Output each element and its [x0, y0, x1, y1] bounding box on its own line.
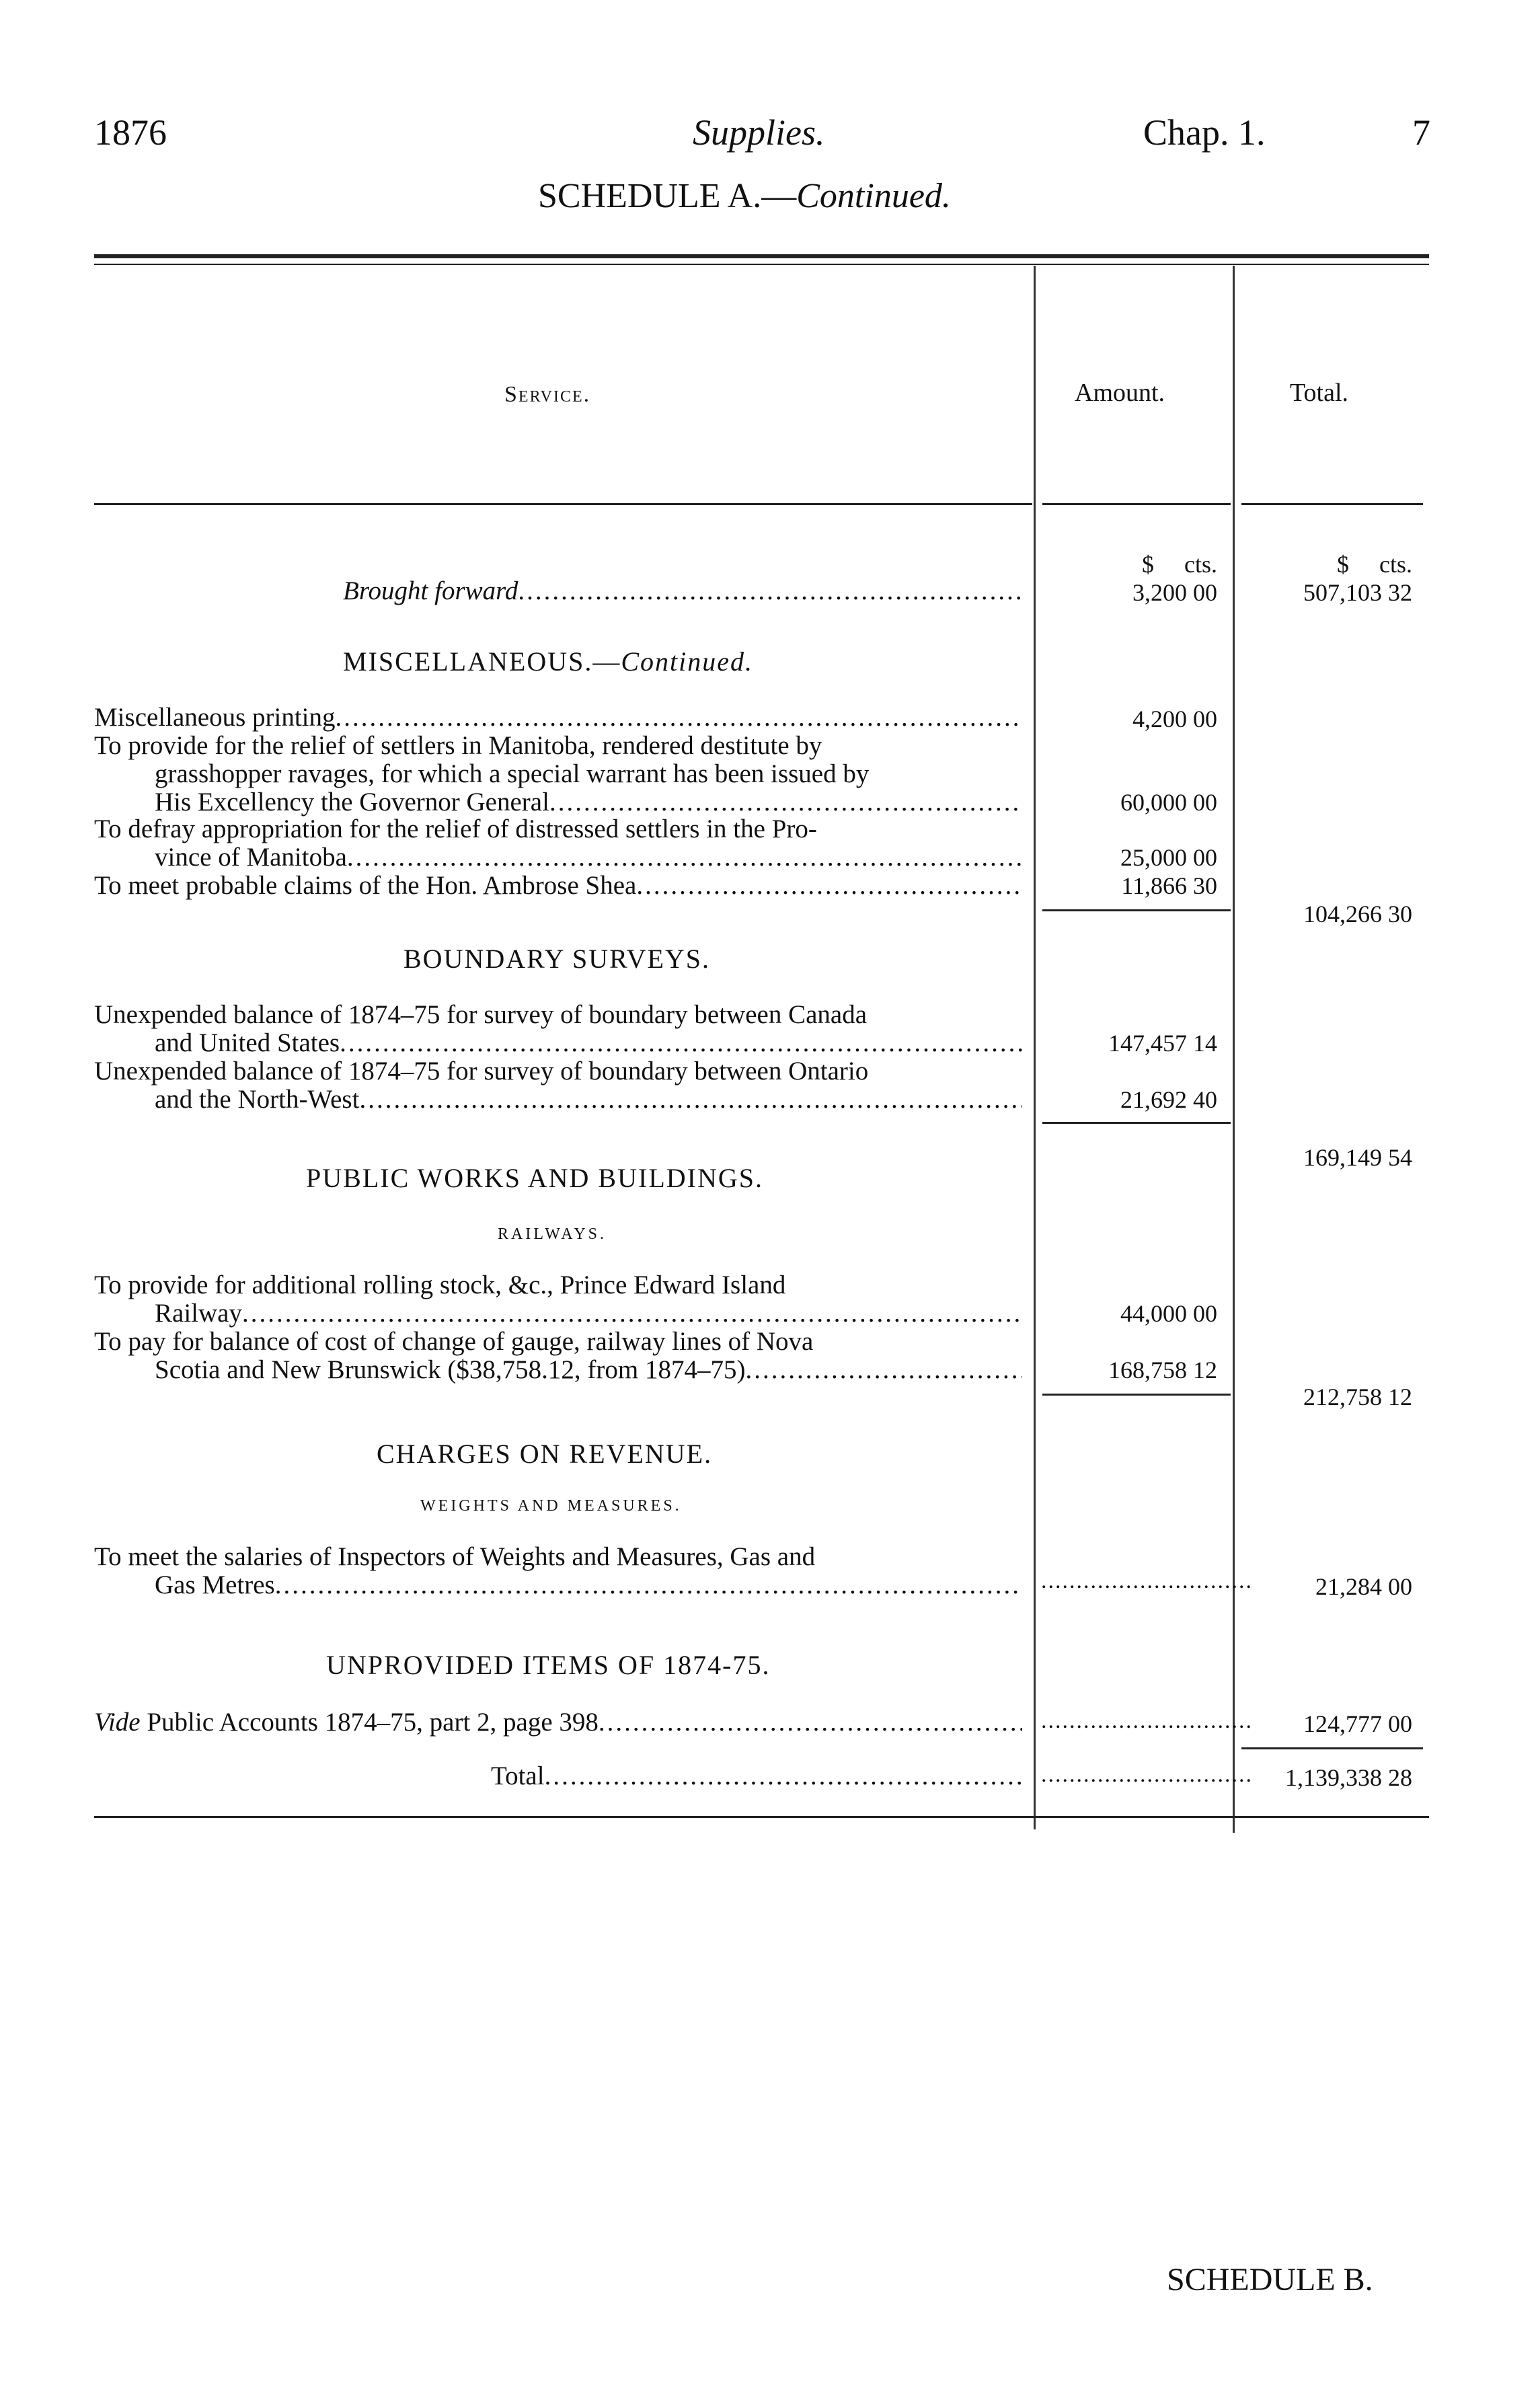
grand-total-label: Total — [491, 1761, 545, 1790]
section-title-public-works: PUBLIC WORKS AND BUILDINGS. — [306, 1163, 763, 1193]
header-chapter: Chap. 1. — [1143, 112, 1266, 153]
footer-next-schedule: SCHEDULE B. — [1167, 2262, 1373, 2298]
top-rule-thick — [94, 254, 1429, 258]
section-subtitle-railways: RAILWAYS. — [498, 1225, 607, 1243]
grand-total-amount-dots: .............................. — [1041, 1762, 1253, 1787]
section-title-charges: CHARGES ON REVENUE. — [377, 1439, 713, 1469]
boundary-total: 169,149 54 — [1303, 1144, 1412, 1171]
boundary-item-2: Unexpended balance of 1874–75 for survey of boundary between Ontario and the North-West ..... — [94, 1057, 1022, 1114]
railways-total: 212,758 12 — [1303, 1383, 1412, 1410]
railways-item-2-amount: 168,758 12 — [1108, 1357, 1217, 1383]
charges-item-1: To meet the salaries of Inspectors of Weights and Measures, Gas and Gas Metres ..... — [94, 1543, 1022, 1599]
boundary-item-2-amount: 21,692 40 — [1120, 1086, 1217, 1113]
section-title-unprovided: UNPROVIDED ITEMS OF 1874-75. — [326, 1650, 771, 1680]
railways-sum-rule — [1042, 1394, 1231, 1396]
charges-total: 21,284 00 — [1315, 1573, 1412, 1600]
brought-forward-row — [343, 577, 1022, 605]
misc-total: 104,266 30 — [1303, 901, 1412, 927]
section-subtitle-weights: WEIGHTS AND MEASURES. — [420, 1497, 682, 1515]
top-rule-thin — [94, 264, 1429, 265]
brought-forward-total: 507,103 32 — [1303, 579, 1412, 606]
boundary-item-1: Unexpended balance of 1874–75 for survey of boundary between Canada and United States ..... — [94, 1001, 1022, 1057]
header-rule-total — [1241, 503, 1423, 505]
column-divider-total — [1233, 266, 1235, 1833]
column-header-amount: Amount. — [1075, 379, 1165, 407]
misc-sum-rule — [1042, 909, 1231, 911]
brought-forward-amount: 3,200 00 — [1132, 579, 1217, 606]
unprovided-amount-dots: .............................. — [1041, 1708, 1253, 1733]
grand-total-value: 1,139,338 28 — [1285, 1764, 1412, 1791]
charges-amount-dots: .............................. — [1041, 1568, 1253, 1593]
misc-item-2-amount: 60,000 00 — [1120, 789, 1217, 816]
schedule-title — [538, 176, 951, 216]
column-header-total: Total. — [1290, 379, 1349, 407]
schedule-title-continued: Continued. — [796, 177, 951, 215]
section-title-boundary: BOUNDARY SURVEYS. — [403, 944, 711, 974]
units-total: $ cts. — [1337, 551, 1412, 578]
boundary-sum-rule — [1042, 1122, 1231, 1124]
railways-item-1: To provide for additional rolling stock, &c., Prince Edward Island Railway ..... — [94, 1271, 1022, 1328]
misc-item-3: To defray appropriation for the relief of distressed settlers in the Pro- vince of Manitoba ..... — [94, 815, 1022, 872]
misc-item-4-amount: 11,866 30 — [1121, 872, 1217, 899]
misc-item-1-amount: 4,200 00 — [1132, 706, 1217, 732]
railways-item-1-amount: 44,000 00 — [1120, 1300, 1217, 1327]
column-divider-amount — [1034, 266, 1036, 1829]
grand-total-row — [491, 1762, 1022, 1790]
unprovided-item-1: Vide Public Accounts 1874–75, part 2, page 398 ..... — [94, 1708, 1022, 1737]
header-year: 1876 — [94, 112, 167, 153]
boundary-item-1-amount: 147,457 14 — [1108, 1030, 1217, 1057]
header-rule-service — [94, 503, 1032, 505]
units-amount: $ cts. — [1142, 551, 1217, 578]
misc-item-3-amount: 25,000 00 — [1120, 844, 1217, 871]
brought-forward-label: Brought forward — [343, 576, 518, 605]
column-header-service: Service. — [504, 382, 591, 407]
header-rule-amount — [1042, 503, 1231, 505]
misc-item-4: To meet probable claims of the Hon. Ambrose Shea ..... — [94, 872, 1022, 900]
railways-item-2: To pay for balance of cost of change of gauge, railway lines of Nova Scotia and New Brunswick ($38,758.12, from 1874–75) ..... — [94, 1328, 1022, 1384]
misc-item-2: To provide for the relief of settlers in Manitoba, rendered destitute by grasshopper ravages, for which a special warrant has been issued by His Excellency the Governor General ..... — [94, 732, 1022, 817]
misc-item-1: Miscellaneous printing ..... — [94, 704, 1022, 732]
unprovided-total: 124,777 00 — [1303, 1710, 1412, 1737]
bottom-rule — [94, 1816, 1429, 1818]
header-title: Supplies. — [693, 112, 825, 153]
section-title-miscellaneous: MISCELLANEOUS.—Continued. — [343, 646, 754, 677]
grand-total-rule — [1241, 1747, 1423, 1749]
header-page-number: 7 — [1412, 112, 1430, 153]
schedule-title-main: SCHEDULE A.— — [538, 177, 797, 215]
